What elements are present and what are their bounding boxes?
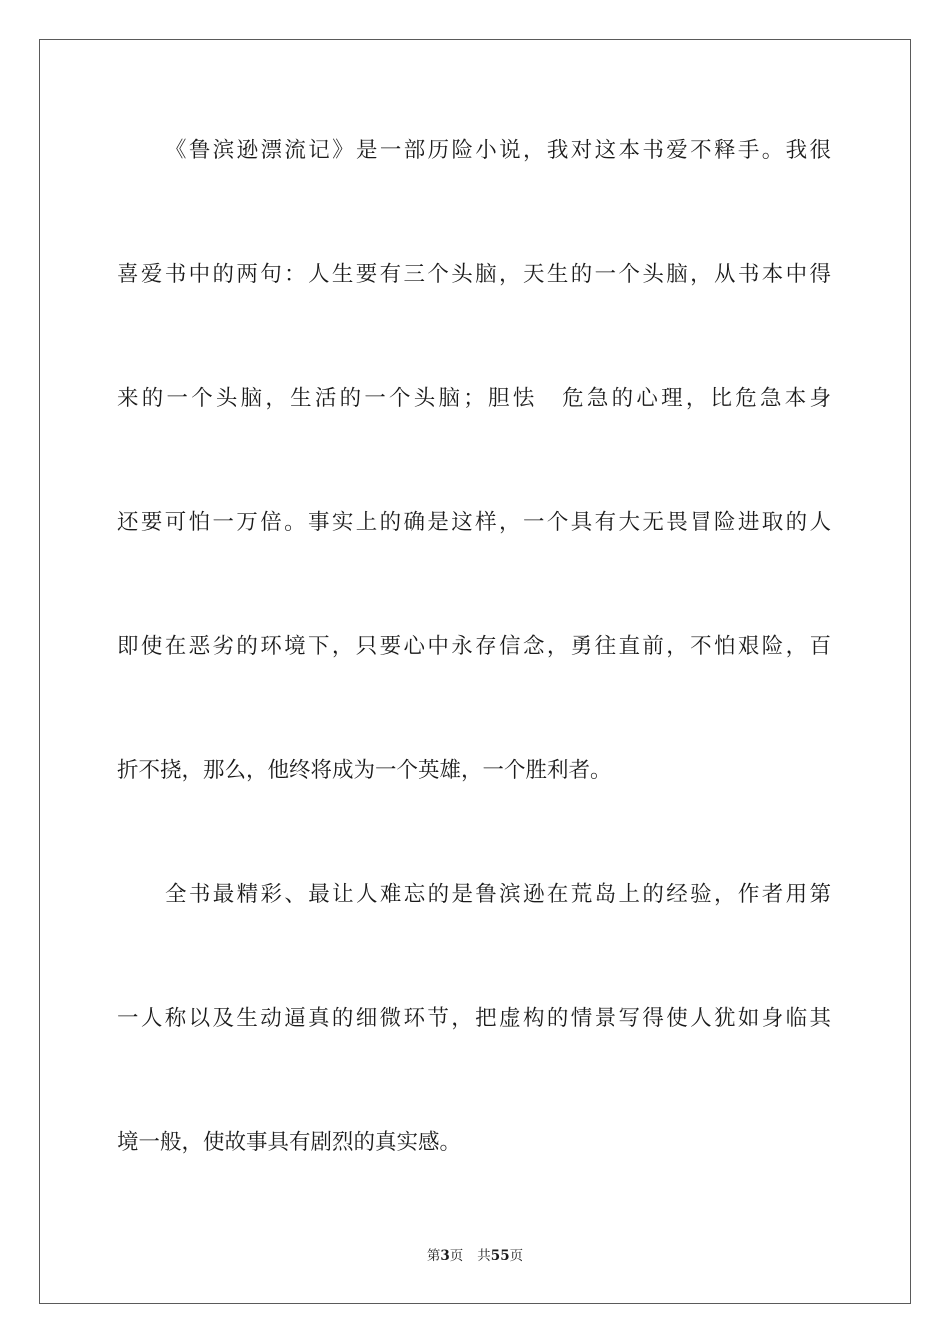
total-label-suffix: 页 [509, 1248, 524, 1264]
text-line: 全书最精彩、最让人难忘的是鲁滨逊在荒岛上的经验，作者用第 [165, 882, 831, 907]
text-line: 还要可怕一万倍。事实上的确是这样，一个具有大无畏冒险进取的人 [117, 510, 831, 535]
page-label-suffix: 页 [449, 1248, 464, 1264]
text-line: 即使在恶劣的环境下，只要心中永存信念，勇往直前，不怕艰险，百 [117, 634, 831, 659]
text-line: 来的一个头脑，生活的一个头脑；胆怯 危急的心理，比危急本身 [117, 386, 831, 411]
text-line: 折不挠，那么，他终将成为一个英雄，一个胜利者。 [117, 758, 612, 783]
page-label-prefix: 第 [426, 1248, 441, 1264]
text-line: 境一般，使故事具有剧烈的真实感。 [117, 1130, 462, 1155]
page-total: 55 [490, 1248, 510, 1264]
total-label-prefix: 共 [477, 1248, 491, 1264]
page-footer [0, 1247, 950, 1265]
page-border [39, 39, 911, 1304]
text-line: 喜爱书中的两句：人生要有三个头脑，天生的一个头脑，从书本中得 [117, 262, 831, 287]
text-line: 一人称以及生动逼真的细微环节，把虚构的情景写得使人犹如身临其 [117, 1006, 831, 1031]
page-number: 3 [440, 1248, 450, 1264]
text-line: 《鲁滨逊漂流记》是一部历险小说，我对这本书爱不释手。我很 [165, 138, 831, 163]
